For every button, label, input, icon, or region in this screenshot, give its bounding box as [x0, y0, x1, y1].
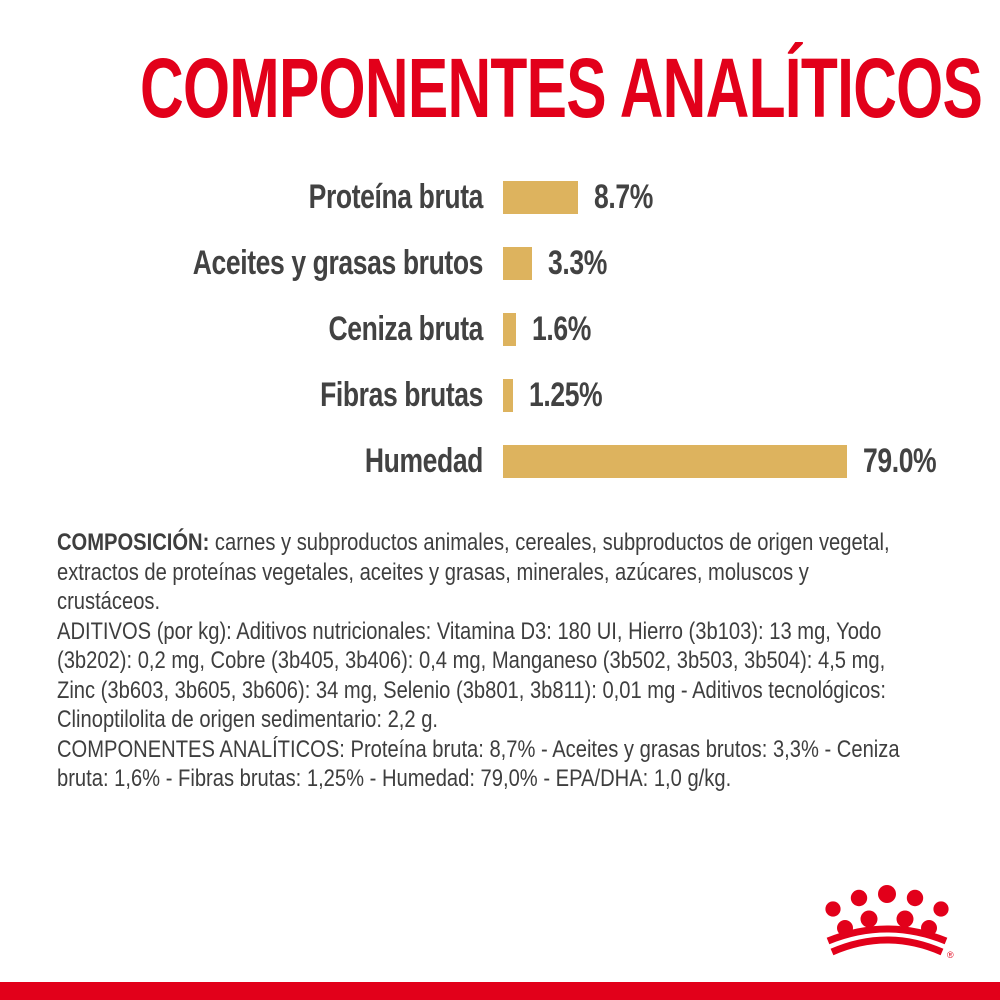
bar-label-fibras-brutas: Fibras brutas [320, 376, 483, 414]
chart-row [0, 178, 1000, 216]
registered-mark: ® [947, 950, 954, 960]
bar-value-humedad: 79.0% [863, 442, 937, 480]
additives-line: Clinoptilolita de origen sedimentario: 2,2 g. [57, 706, 439, 733]
bar-value-fibras-brutas: 1.25% [529, 376, 603, 414]
bar-ceniza-bruta [503, 313, 516, 346]
bar-label-proteina-bruta: Proteína bruta [308, 178, 483, 216]
bar-label-ceniza-bruta: Ceniza bruta [328, 310, 483, 348]
bottom-red-band [0, 982, 1000, 1000]
bar-proteina-bruta [503, 181, 578, 214]
bar-fibras-brutas [503, 379, 513, 412]
page-title: COMPONENTES ANALÍTICOS [140, 41, 983, 135]
composition-label: COMPOSICIÓN: [57, 529, 210, 556]
additives-line: (3b202): 0,2 mg, Cobre (3b405, 3b406): 0,4 mg, Manganeso (3b502, 3b503, 3b504): 4,5 mg, [57, 647, 886, 674]
composition-line: extractos de proteínas vegetales, aceites y grasas, minerales, azúcares, moluscos y [57, 558, 809, 586]
analytical-summary-line: bruta: 1,6% - Fibras brutas: 1,25% - Humedad: 79,0% - EPA/DHA: 1,0 g/kg. [57, 765, 732, 792]
additives-line: Zinc (3b603, 3b605, 3b606): 34 mg, Selenio (3b801, 3b811): 0,01 mg - Aditivos tecnológicos: [57, 676, 886, 704]
bar-aceites-grasas [503, 247, 532, 280]
composition-line: crustáceos. [57, 588, 161, 615]
analytical-summary-line: COMPONENTES ANALÍTICOS: Proteína bruta: 8,7% - Aceites y grasas brutos: 3,3% - Ceniza [57, 735, 900, 763]
bar-value-proteina-bruta: 8.7% [594, 178, 653, 216]
chart-row [0, 442, 1000, 480]
bar-value-aceites-grasas: 3.3% [548, 244, 607, 282]
composition-text: carnes y subproductos animales, cereales, subproductos de origen vegetal, [209, 529, 890, 556]
bar-humedad [503, 445, 847, 478]
chart-row [0, 310, 1000, 348]
composition-line [57, 528, 981, 558]
analytical-components-chart [0, 178, 1000, 511]
royal-canin-crown-icon [812, 878, 957, 973]
bar-label-humedad: Humedad [364, 442, 483, 480]
chart-row [0, 376, 1000, 414]
chart-row [0, 244, 1000, 282]
ingredients-text-block [57, 528, 981, 794]
bar-value-ceniza-bruta: 1.6% [532, 310, 591, 348]
additives-line: ADITIVOS (por kg): Aditivos nutricionales: Vitamina D3: 180 UI, Hierro (3b103): 13 mg, Yodo [57, 617, 882, 645]
bar-label-aceites-grasas: Aceites y grasas brutos [192, 244, 484, 282]
